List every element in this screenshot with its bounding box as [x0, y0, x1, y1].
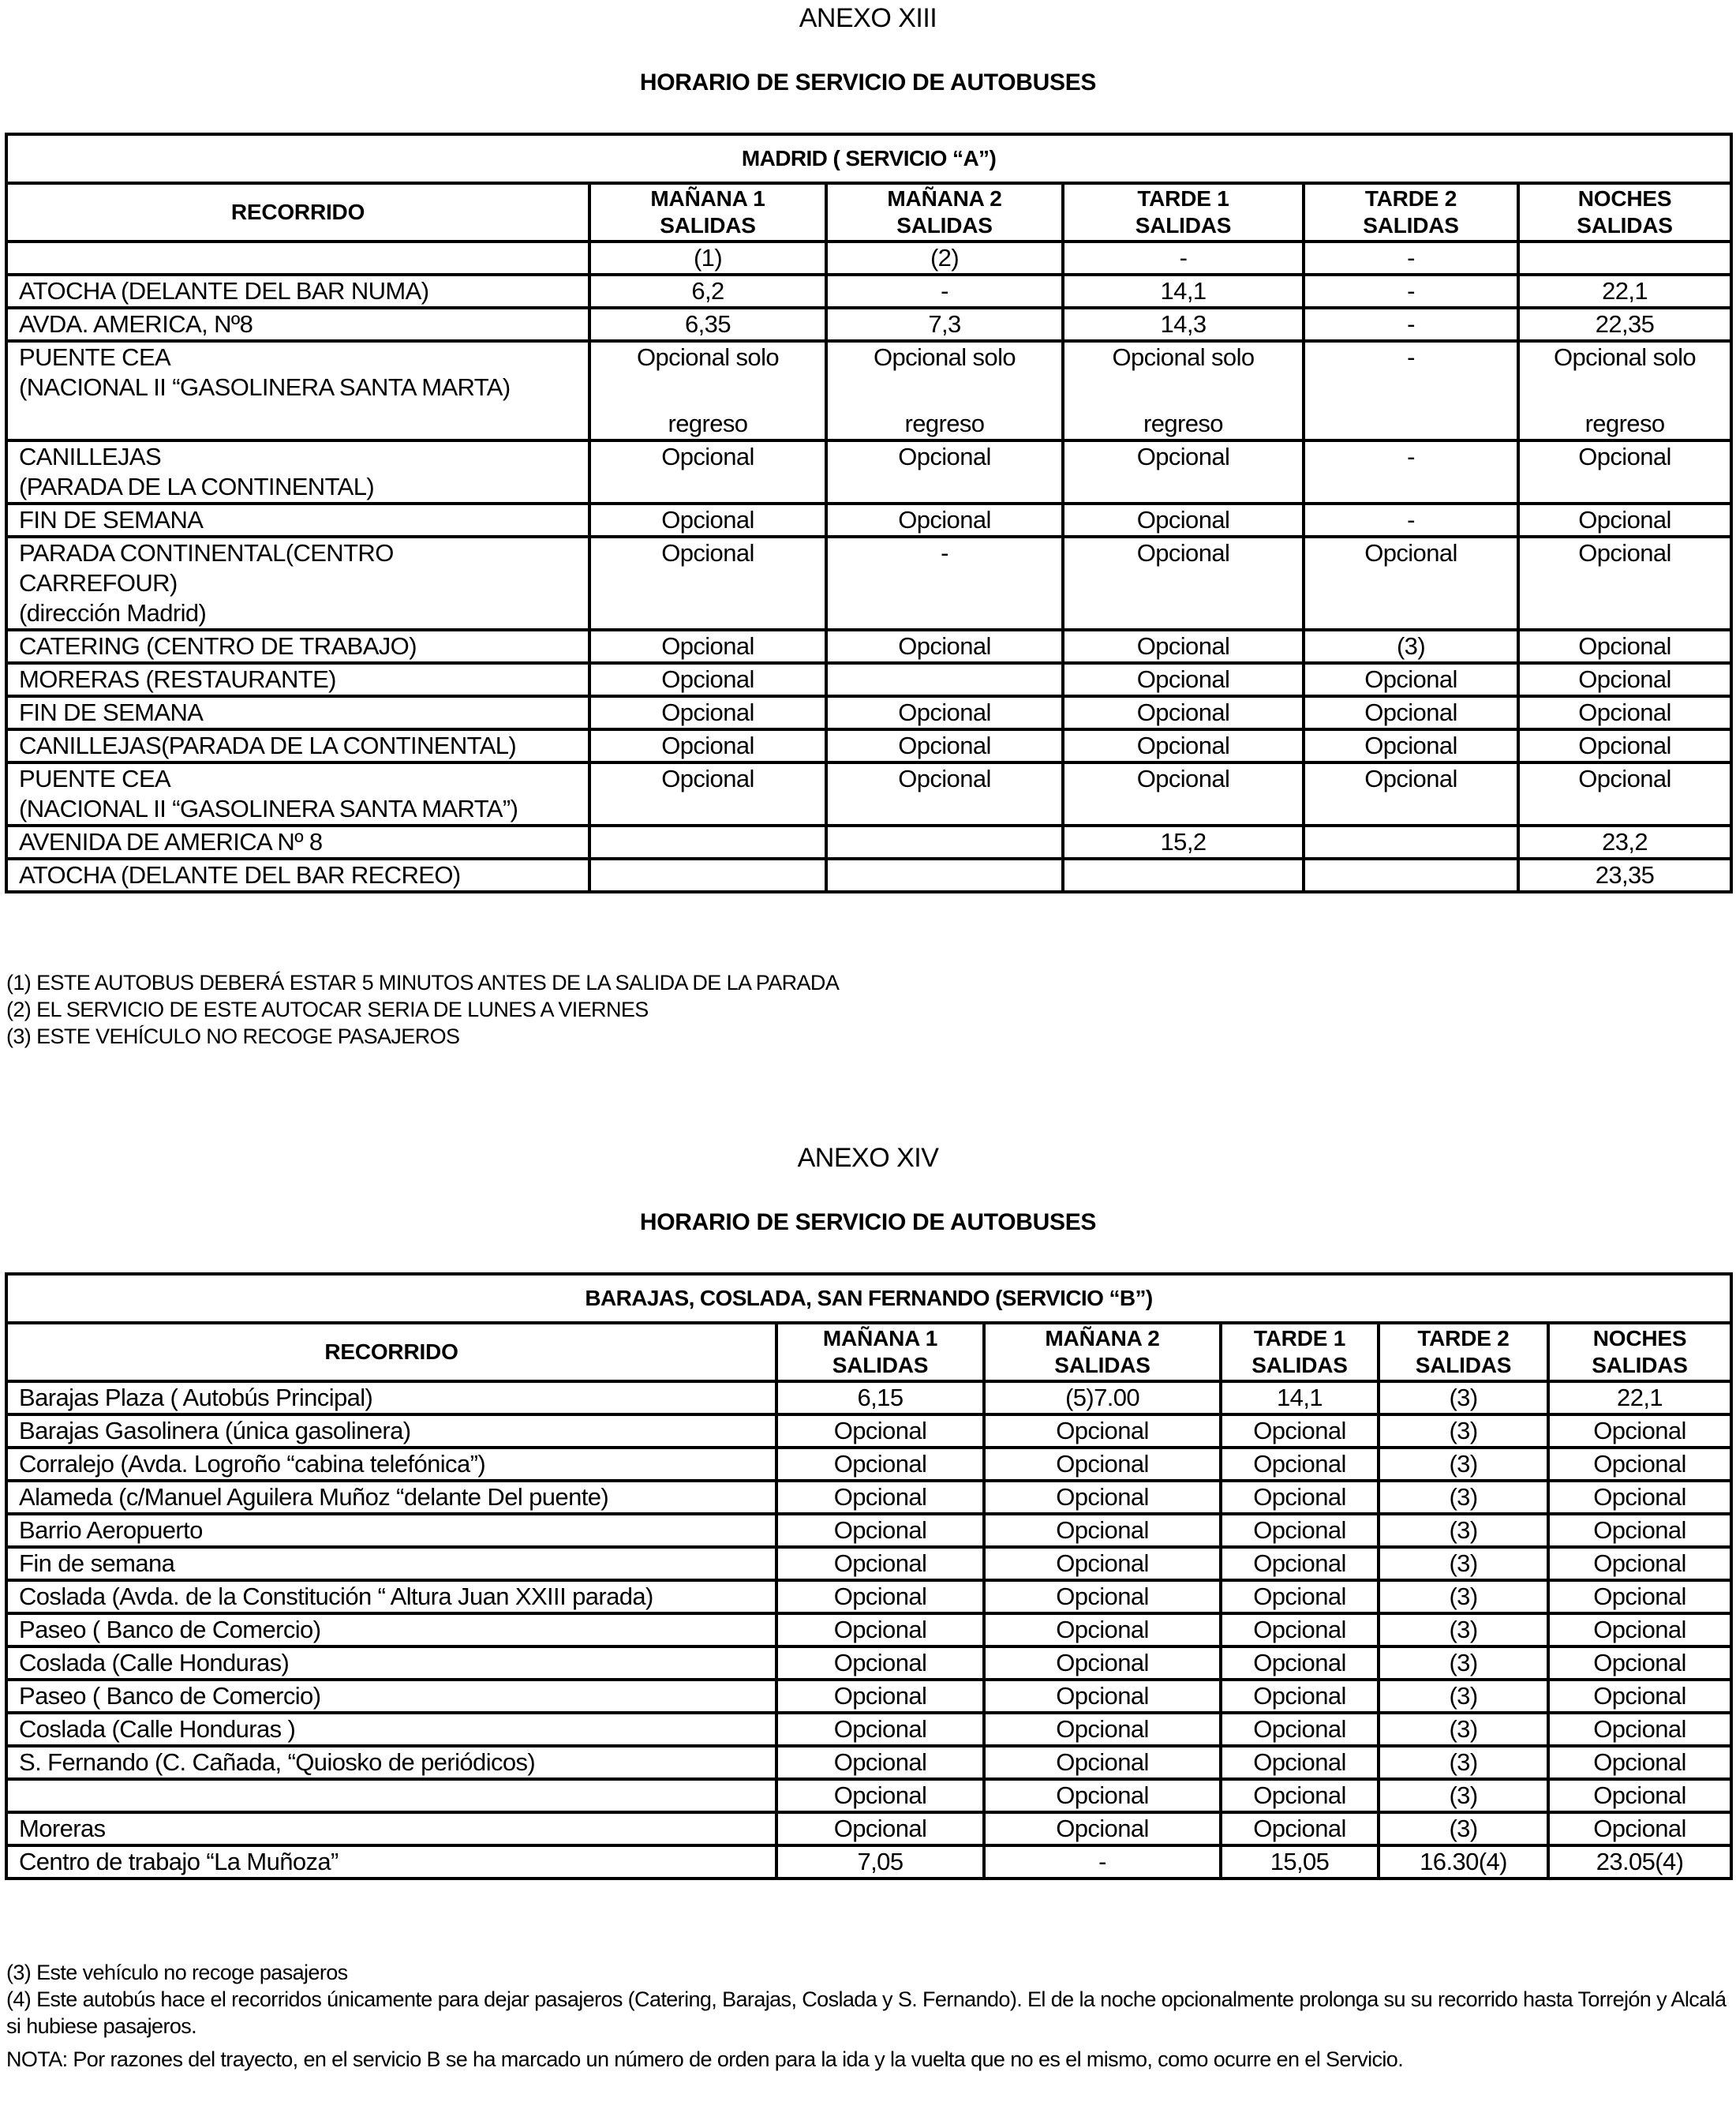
departure-cell: Opcional: [1221, 1713, 1379, 1746]
footnote-ref-cell: (1): [589, 242, 826, 275]
footnote-ref-cell: [1518, 242, 1731, 275]
departure-cell: Opcional: [1221, 1779, 1379, 1812]
departure-cell: Opcional: [1221, 1646, 1379, 1680]
departure-cell: Opcional: [1304, 663, 1518, 696]
stop-name: Barrio Aeropuerto: [6, 1514, 776, 1547]
table-row: [6, 1812, 1731, 1845]
departure-cell: 6,15: [776, 1381, 984, 1414]
cell-text: regreso: [1584, 410, 1665, 437]
table-caption-madrid: MADRID ( SERVICIO “A”): [6, 134, 1731, 183]
column-header-row: [6, 1323, 1731, 1381]
table-row: [6, 440, 1731, 504]
departure-cell: (3): [1379, 1613, 1548, 1646]
stop-name: ATOCHA (DELANTE DEL BAR NUMA): [6, 275, 589, 308]
departure-cell: Opcional: [1063, 663, 1304, 696]
departure-cell: Opcional: [1518, 504, 1731, 537]
table-caption-row: [6, 134, 1731, 183]
departure-cell: Opcional: [984, 1746, 1221, 1779]
departure-cell: 23,35: [1518, 859, 1731, 892]
table-row: [6, 729, 1731, 762]
departure-cell: Opcional: [984, 1812, 1221, 1845]
departure-cell: Opcional: [1548, 1646, 1731, 1680]
departure-cell: (3): [1304, 630, 1518, 663]
departure-cell: Opcional: [984, 1779, 1221, 1812]
departure-cell: Opcional: [1221, 1414, 1379, 1448]
departure-cell: Opcional: [826, 440, 1063, 504]
table-row: [6, 504, 1731, 537]
departure-cell: Opcional: [1548, 1514, 1731, 1547]
stop-name: MORERAS (RESTAURANTE): [6, 663, 589, 696]
stop-name: Barajas Gasolinera (única gasolinera): [6, 1414, 776, 1448]
departure-cell: Opcional: [1221, 1613, 1379, 1646]
departure-cell: Opcional: [1221, 1680, 1379, 1713]
stop-name: CANILLEJAS (PARADA DE LA CONTINENTAL): [6, 440, 589, 504]
table-row: [6, 341, 1731, 440]
departure-cell: Opcional: [984, 1580, 1221, 1613]
departure-cell: (3): [1379, 1448, 1548, 1481]
departure-cell: Opcional: [1548, 1680, 1731, 1713]
departure-cell: Opcional: [984, 1547, 1221, 1580]
departure-cell: (3): [1379, 1713, 1548, 1746]
annex-a-subtitle: HORARIO DE SERVICIO DE AUTOBUSES: [639, 69, 1097, 96]
column-header: TARDE 2 SALIDAS: [1304, 183, 1518, 242]
table-caption-row: [6, 1274, 1731, 1323]
departure-cell: Opcional: [1548, 1448, 1731, 1481]
table-row: [6, 696, 1731, 729]
stop-name: AVENIDA DE AMERICA Nº 8: [6, 826, 589, 859]
departure-cell: Opcional: [1548, 1746, 1731, 1779]
column-header-row: [6, 183, 1731, 242]
departure-cell: Opcional: [1221, 1481, 1379, 1514]
departure-cell: 7,05: [776, 1845, 984, 1879]
table-row: [6, 1613, 1731, 1646]
departure-cell: Opcional: [589, 663, 826, 696]
departure-cell: -: [1304, 275, 1518, 308]
departure-cell: Opcional: [1063, 504, 1304, 537]
footnote: (3) ESTE VEHÍCULO NO RECOGE PASAJEROS: [6, 1025, 460, 1048]
cell-text: Opcional solo: [1112, 343, 1255, 371]
departure-cell: Opcional: [589, 630, 826, 663]
departure-cell: Opcional: [1518, 663, 1731, 696]
departure-cell: (3): [1379, 1547, 1548, 1580]
column-header: MAÑANA 2 SALIDAS: [826, 183, 1063, 242]
stop-name: PARADA CONTINENTAL(CENTRO CARREFOUR) (dirección Madrid): [6, 537, 589, 630]
table-row: [6, 1746, 1731, 1779]
departure-cell: (3): [1379, 1779, 1548, 1812]
stop-name: Centro de trabajo “La Muñoza”: [6, 1845, 776, 1879]
departure-cell: Opcional: [589, 440, 826, 504]
stop-name: CANILLEJAS(PARADA DE LA CONTINENTAL): [6, 729, 589, 762]
departure-cell: [826, 341, 1063, 440]
table-row: [6, 1580, 1731, 1613]
footnote: (3) Este vehículo no recoge pasajeros: [6, 1961, 348, 1984]
footnote: (2) EL SERVICIO DE ESTE AUTOCAR SERIA DE LUNES A VIERNES: [6, 998, 649, 1021]
departure-cell: Opcional: [1063, 440, 1304, 504]
stop-name: FIN DE SEMANA: [6, 504, 589, 537]
stop-name: Paseo ( Banco de Comercio): [6, 1613, 776, 1646]
departure-cell: Opcional: [776, 1448, 984, 1481]
departure-cell: Opcional: [984, 1646, 1221, 1680]
table-row: [6, 826, 1731, 859]
footnote-ref-cell: -: [1063, 242, 1304, 275]
departure-cell: Opcional: [776, 1779, 984, 1812]
table-row: [6, 1448, 1731, 1481]
stop-name: Moreras: [6, 1812, 776, 1845]
departure-cell: Opcional: [826, 504, 1063, 537]
stop-name: PUENTE CEA (NACIONAL II “GASOLINERA SANTA MARTA): [6, 341, 589, 440]
departure-cell: Opcional: [1518, 729, 1731, 762]
departure-cell: Opcional: [776, 1713, 984, 1746]
departure-cell: Opcional: [1063, 696, 1304, 729]
annex-a-title: ANEXO XIII: [799, 3, 937, 33]
departure-cell: Opcional: [984, 1713, 1221, 1746]
departure-cell: Opcional: [1518, 537, 1731, 630]
stop-name: PUENTE CEA (NACIONAL II “GASOLINERA SANTA MARTA”): [6, 762, 589, 826]
departure-cell: [826, 663, 1063, 696]
departure-cell: Opcional: [589, 504, 826, 537]
departure-cell: Opcional: [1221, 1514, 1379, 1547]
departure-cell: Opcional: [589, 537, 826, 630]
cell-text: Opcional solo: [1554, 343, 1697, 371]
column-header: MAÑANA 1 SALIDAS: [589, 183, 826, 242]
departure-cell: Opcional: [984, 1680, 1221, 1713]
departure-cell: 6,2: [589, 275, 826, 308]
departure-cell: Opcional: [1221, 1547, 1379, 1580]
table-caption-barajas: BARAJAS, COSLADA, SAN FERNANDO (SERVICIO “B”): [6, 1274, 1731, 1323]
footnotes-madrid: [6, 969, 1727, 1050]
departure-cell: Opcional: [984, 1448, 1221, 1481]
departure-cell: (3): [1379, 1481, 1548, 1514]
departure-cell: 16.30(4): [1379, 1845, 1548, 1879]
table-row: [6, 663, 1731, 696]
table-row: [6, 1779, 1731, 1812]
departure-cell: Opcional: [1548, 1812, 1731, 1845]
departure-cell: -: [984, 1845, 1221, 1879]
departure-cell: Opcional: [826, 630, 1063, 663]
table-row: [6, 1481, 1731, 1514]
departure-cell: [1063, 341, 1304, 440]
cell-text: regreso: [1143, 410, 1223, 437]
footnotes-barajas: [6, 1959, 1727, 2040]
departure-cell: (3): [1379, 1746, 1548, 1779]
schedule-table-madrid: [5, 133, 1733, 893]
departure-cell: Opcional: [1548, 1547, 1731, 1580]
stop-name: FIN DE SEMANA: [6, 696, 589, 729]
departure-cell: Opcional: [1063, 762, 1304, 826]
cell-text: regreso: [668, 410, 748, 437]
departure-cell: [1518, 341, 1731, 440]
departure-cell: Opcional: [776, 1481, 984, 1514]
departure-cell: Opcional: [776, 1680, 984, 1713]
table-row: [6, 308, 1731, 341]
departure-cell: Opcional: [776, 1414, 984, 1448]
departure-cell: -: [826, 537, 1063, 630]
departure-cell: Opcional: [1518, 630, 1731, 663]
departure-cell: Opcional: [589, 696, 826, 729]
departure-cell: Opcional: [984, 1613, 1221, 1646]
departure-cell: Opcional: [984, 1414, 1221, 1448]
stop-name: AVDA. AMERICA, Nº8: [6, 308, 589, 341]
departure-cell: Opcional: [589, 762, 826, 826]
stop-name: Paseo ( Banco de Comercio): [6, 1680, 776, 1713]
departure-cell: [1304, 859, 1518, 892]
departure-cell: Opcional: [1548, 1713, 1731, 1746]
departure-cell: -: [826, 275, 1063, 308]
footnote-ref-cell: (2): [826, 242, 1063, 275]
column-header: MAÑANA 1 SALIDAS: [776, 1323, 984, 1381]
departure-cell: Opcional: [1518, 440, 1731, 504]
table-row: [6, 537, 1731, 630]
table-row: [6, 1646, 1731, 1680]
cell-gap: [1072, 373, 1294, 409]
departure-cell: Opcional: [1221, 1812, 1379, 1845]
departure-cell: Opcional: [776, 1746, 984, 1779]
table-row: [6, 859, 1731, 892]
departure-cell: Opcional: [776, 1812, 984, 1845]
departure-cell: (5)7.00: [984, 1381, 1221, 1414]
stop-name: [6, 1779, 776, 1812]
footnote: (4) Este autobús hace el recorridos únicamente para dejar pasajeros (Catering, Barajas, Coslada y S. Fernando). El de la noche opcionalmente prolonga su su recorrido hasta Torrejón y Alcalá si hubiese pasajeros.: [6, 1987, 1727, 2038]
departure-cell: Opcional: [1221, 1746, 1379, 1779]
departure-cell: Opcional: [1304, 729, 1518, 762]
departure-cell: 6,35: [589, 308, 826, 341]
departure-cell: Opcional: [776, 1547, 984, 1580]
table-row: [6, 1414, 1731, 1448]
table-row: [6, 1381, 1731, 1414]
departure-cell: 15,05: [1221, 1845, 1379, 1879]
departure-cell: 22,1: [1548, 1381, 1731, 1414]
departure-cell: Opcional: [1304, 696, 1518, 729]
stop-name: Alameda (c/Manuel Aguilera Muñoz “delante Del puente): [6, 1481, 776, 1514]
column-header: NOCHES SALIDAS: [1548, 1323, 1731, 1381]
table-row: [6, 1547, 1731, 1580]
column-header: RECORRIDO: [6, 183, 589, 242]
departure-cell: 23.05(4): [1548, 1845, 1731, 1879]
departure-cell: 22,35: [1518, 308, 1731, 341]
table-row: [6, 1845, 1731, 1879]
departure-cell: Opcional: [1304, 762, 1518, 826]
departure-cell: Opcional: [1548, 1481, 1731, 1514]
column-header: MAÑANA 2 SALIDAS: [984, 1323, 1221, 1381]
table-row: [6, 630, 1731, 663]
departure-cell: Opcional: [984, 1481, 1221, 1514]
departure-cell: Opcional: [1221, 1448, 1379, 1481]
departure-cell: 22,1: [1518, 275, 1731, 308]
departure-cell: (3): [1379, 1646, 1548, 1680]
stop-name: Fin de semana: [6, 1547, 776, 1580]
footnote: (1) ESTE AUTOBUS DEBERÁ ESTAR 5 MINUTOS ANTES DE LA SALIDA DE LA PARADA: [6, 971, 840, 995]
column-header: TARDE 1 SALIDAS: [1063, 183, 1304, 242]
departure-cell: Opcional: [826, 762, 1063, 826]
departure-cell: Opcional: [1063, 537, 1304, 630]
footnote-ref-cell: -: [1304, 242, 1518, 275]
departure-cell: Opcional: [1548, 1613, 1731, 1646]
departure-cell: [826, 859, 1063, 892]
departure-cell: -: [1304, 504, 1518, 537]
table-row: [6, 1713, 1731, 1746]
departure-cell: Opcional: [1063, 729, 1304, 762]
cell-gap: [836, 373, 1053, 409]
cell-text: Opcional solo: [636, 343, 780, 371]
cell-text: regreso: [904, 410, 985, 437]
departure-cell: [826, 826, 1063, 859]
departure-cell: [589, 859, 826, 892]
departure-cell: (3): [1379, 1812, 1548, 1845]
departure-cell: Opcional: [826, 729, 1063, 762]
stop-name: S. Fernando (C. Cañada, “Quiosko de periódicos): [6, 1746, 776, 1779]
departure-cell: [1063, 859, 1304, 892]
departure-cell: Opcional: [589, 729, 826, 762]
departure-cell: (3): [1379, 1680, 1548, 1713]
stop-name: Corralejo (Avda. Logroño “cabina telefónica”): [6, 1448, 776, 1481]
stop-name: CATERING (CENTRO DE TRABAJO): [6, 630, 589, 663]
cell-gap: [599, 373, 817, 409]
schedule-table-barajas: [5, 1272, 1733, 1880]
departure-cell: 14,3: [1063, 308, 1304, 341]
annex-b-subtitle: HORARIO DE SERVICIO DE AUTOBUSES: [639, 1209, 1097, 1235]
departure-cell: -: [1304, 341, 1518, 440]
departure-cell: Opcional: [826, 696, 1063, 729]
annex-b-title: ANEXO XIV: [797, 1143, 939, 1173]
stop-name: Coslada (Avda. de la Constitución “ Altura Juan XXIII parada): [6, 1580, 776, 1613]
departure-cell: 14,1: [1221, 1381, 1379, 1414]
departure-cell: Opcional: [1063, 630, 1304, 663]
departure-cell: 15,2: [1063, 826, 1304, 859]
table-row: [6, 1680, 1731, 1713]
departure-cell: 23,2: [1518, 826, 1731, 859]
column-header: TARDE 2 SALIDAS: [1379, 1323, 1548, 1381]
departure-cell: Opcional: [1518, 696, 1731, 729]
departure-cell: Opcional: [776, 1613, 984, 1646]
departure-cell: Opcional: [1548, 1779, 1731, 1812]
footnote-ref-cell: [6, 242, 589, 275]
column-header: RECORRIDO: [6, 1323, 776, 1381]
departure-cell: Opcional: [1304, 537, 1518, 630]
departure-cell: (3): [1379, 1381, 1548, 1414]
nota-text: NOTA: Por razones del trayecto, en el servicio B se ha marcado un número de orden para la ida y la vuelta que no es el mismo, como ocurre en el Servicio.: [6, 2047, 1404, 2071]
departure-cell: Opcional: [776, 1580, 984, 1613]
stop-name: ATOCHA (DELANTE DEL BAR RECREO): [6, 859, 589, 892]
table-row: [6, 275, 1731, 308]
departure-cell: (3): [1379, 1414, 1548, 1448]
column-header: TARDE 1 SALIDAS: [1221, 1323, 1379, 1381]
departure-cell: Opcional: [776, 1646, 984, 1680]
departure-cell: 14,1: [1063, 275, 1304, 308]
departure-cell: [589, 341, 826, 440]
departure-cell: [589, 826, 826, 859]
stop-name: Barajas Plaza ( Autobús Principal): [6, 1381, 776, 1414]
stop-name: Coslada (Calle Honduras ): [6, 1713, 776, 1746]
departure-cell: Opcional: [1548, 1580, 1731, 1613]
departure-cell: Opcional: [1548, 1414, 1731, 1448]
departure-cell: -: [1304, 440, 1518, 504]
table-row: [6, 1514, 1731, 1547]
cell-text: Opcional solo: [873, 343, 1016, 371]
footnote-ref-row: [6, 242, 1731, 275]
departure-cell: Opcional: [776, 1514, 984, 1547]
departure-cell: (3): [1379, 1580, 1548, 1613]
departure-cell: Opcional: [984, 1514, 1221, 1547]
departure-cell: 7,3: [826, 308, 1063, 341]
cell-gap: [1528, 373, 1722, 409]
departure-cell: Opcional: [1221, 1580, 1379, 1613]
departure-cell: (3): [1379, 1514, 1548, 1547]
stop-name: Coslada (Calle Honduras): [6, 1646, 776, 1680]
column-header: NOCHES SALIDAS: [1518, 183, 1731, 242]
table-row: [6, 762, 1731, 826]
departure-cell: [1304, 826, 1518, 859]
departure-cell: Opcional: [1518, 762, 1731, 826]
departure-cell: -: [1304, 308, 1518, 341]
